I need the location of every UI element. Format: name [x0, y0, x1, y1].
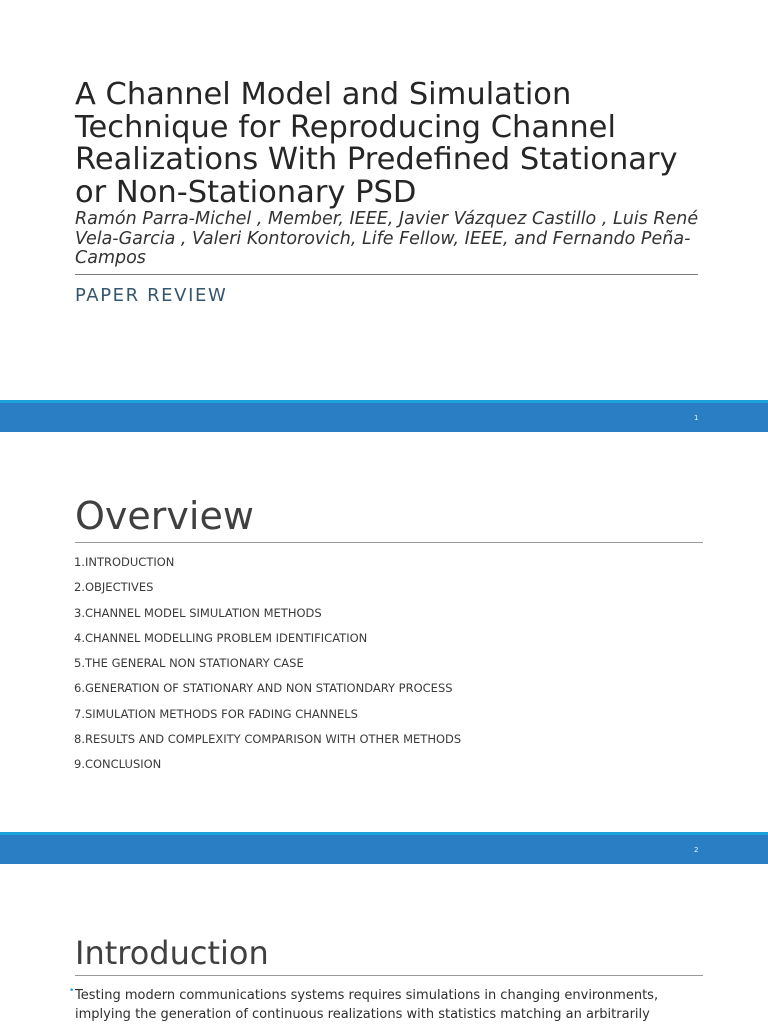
page-number: 1 [694, 414, 699, 422]
list-item: 8.RESULTS AND COMPLEXITY COMPARISON WITH OTHER METHODS [74, 732, 462, 747]
slide-separator-2 [0, 832, 768, 864]
slide-separator-1 [0, 400, 768, 432]
title-slide [0, 0, 768, 400]
list-item: 9.CONCLUSION [74, 757, 162, 772]
overview-divider [75, 542, 703, 543]
list-item: 5.THE GENERAL NON STATIONARY CASE [74, 656, 304, 671]
list-item: 1.INTRODUCTION [74, 555, 175, 569]
introduction-heading: Introduction [75, 934, 269, 972]
introduction-slide [0, 864, 768, 1024]
bullet-paragraph: Testing modern communications systems requires simulations in changing environments, implying the generation of continuous realizations with statistics matching an arbitrarily [75, 988, 659, 1022]
slide-title: A Channel Model and Simulation Technique for Reproducing Channel Realizations With Predefined Stationary or Non-Stationary PSD [75, 77, 678, 210]
list-item: 7.SIMULATION METHODS FOR FADING CHANNELS [74, 706, 358, 721]
list-item: 2.OBJECTIVES [74, 580, 154, 595]
slide-subtitle: PAPER REVIEW [75, 285, 228, 306]
overview-list [74, 552, 461, 780]
introduction-divider [75, 975, 703, 976]
list-item: 6.GENERATION OF STATIONARY AND NON STATIONDARY PROCESS [74, 681, 453, 696]
authors-line: Ramón Parra-Michel , Member, IEEE, Javier Vázquez Castillo , Luis René Vela-Garcia , Valeri Kontorovich, Life Fellow, IEEE, and Fernando Peña-Campos [75, 209, 699, 268]
overview-heading: Overview [75, 494, 254, 538]
list-item: 3.CHANNEL MODEL SIMULATION METHODS [74, 605, 322, 620]
list-item: 4.CHANNEL MODELLING PROBLEM IDENTIFICATION [74, 630, 368, 645]
title-divider [75, 274, 698, 275]
overview-slide [0, 432, 768, 832]
page-number: 2 [694, 846, 699, 854]
bullet-icon: • [69, 986, 75, 996]
